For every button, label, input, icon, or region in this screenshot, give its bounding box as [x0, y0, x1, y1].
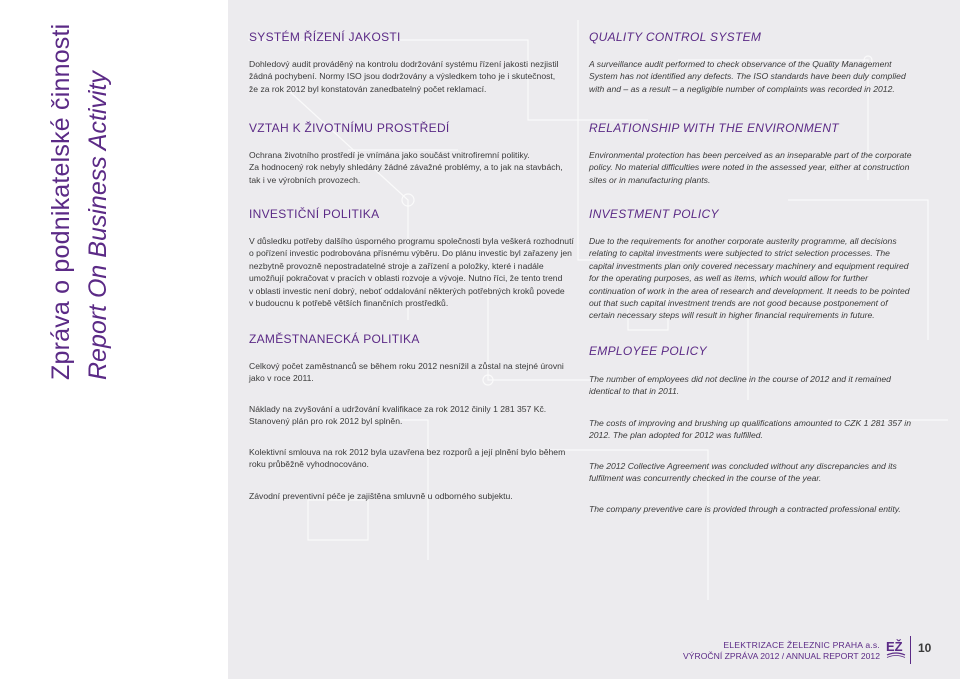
- text-line: The company preventive care is provided through a contracted professional entity.: [589, 504, 901, 514]
- para-employee-4-cz: [249, 490, 513, 502]
- heading-investment-cz: INVESTIČNÍ POLITIKA: [249, 207, 380, 221]
- text-line: fulfilment was concurrently checked in the course of the year.: [589, 473, 822, 484]
- text-line: relating to capital investments were subjected to strict selection processes. The: [589, 248, 890, 259]
- para-quality-cz: [249, 58, 559, 95]
- text-line: 2012. The plan adopted for 2012 was fulfilled.: [589, 430, 763, 441]
- para-employee-4-en: [589, 503, 901, 515]
- text-line: roku průběžně vyhodnocováno.: [249, 459, 369, 470]
- text-line: certain necessary steps will result in higher financial requirements in future.: [589, 310, 875, 321]
- text-line: Environmental protection has been perceived as an inseparable part of the corporate: [589, 150, 912, 160]
- text-line: capital investments plan only covered necessary machinery and equipment required: [589, 260, 909, 271]
- para-environment-cz: [249, 149, 563, 186]
- text-line: Celkový počet zaměstnanců se během roku 2012 nesnížil a zůstal na stejné úrovni: [249, 361, 564, 371]
- company-logo: [884, 636, 908, 660]
- text-line: for the operating purposes, as well as items, which would allow for further: [589, 273, 868, 284]
- text-line: V důsledku potřeby dalšího úsporného programu společnosti byla veškerá rozhodnutí: [249, 236, 574, 246]
- heading-environment-en: RELATIONSHIP WITH THE ENVIRONMENT: [589, 121, 839, 135]
- para-employee-3-cz: [249, 446, 565, 471]
- text-line: že za rok 2012 byl konstatován zanedbatelný počet reklamací.: [249, 83, 487, 94]
- heading-employee-cz: ZAMĚSTNANECKÁ POLITIKA: [249, 332, 420, 346]
- side-title-english: Report On Business Activity: [84, 71, 112, 380]
- text-line: umožňují pokračovat v pracích v oblasti rozvoje a vývoje. Nutno říci, že tento trend: [249, 273, 563, 284]
- para-investment-en: [589, 235, 910, 322]
- text-line: A surveillance audit performed to check observance of the Quality Management: [589, 59, 892, 69]
- para-employee-2-cz: [249, 403, 546, 428]
- logo-text: EŽ: [886, 639, 903, 654]
- heading-investment-en: INVESTMENT POLICY: [589, 207, 719, 221]
- text-line: tak i ve výrobních provozech.: [249, 174, 361, 185]
- heading-environment-cz: VZTAH K ŽIVOTNÍMU PROSTŘEDÍ: [249, 121, 450, 135]
- text-line: Due to the requirements for another corporate austerity programme, all decisions: [589, 236, 897, 246]
- text-line: The 2012 Collective Agreement was concluded without any discrepancies and its: [589, 461, 897, 471]
- side-title-czech: Zpráva o podnikatelské činnosti: [47, 23, 75, 380]
- text-line: The costs of improving and brushing up qualifications amounted to CZK 1 281 357 in: [589, 418, 911, 428]
- heading-quality-en: QUALITY CONTROL SYSTEM: [589, 30, 762, 44]
- text-line: Závodní preventivní péče je zajištěna smluvně u odborného subjektu.: [249, 491, 513, 501]
- heading-quality-cz: SYSTÉM ŘÍZENÍ JAKOSTI: [249, 30, 401, 44]
- page-number: 10: [918, 641, 932, 655]
- text-line: žádná pochybení. Normy ISO jsou dodržovány a výsledkem toho je i skutečnost,: [249, 71, 556, 82]
- text-line: Náklady na zvyšování a udržování kvalifikace za rok 2012 činily 1 281 357 Kč.: [249, 404, 547, 414]
- para-employee-1-en: [589, 373, 891, 398]
- footer-report-title: VÝROČNÍ ZPRÁVA 2012 / ANNUAL REPORT 2012: [683, 651, 880, 661]
- text-line: Dohledový audit prováděný na kontrolu dodržování systému řízení jakosti nezjistil: [249, 59, 559, 69]
- para-quality-en: [589, 58, 906, 95]
- text-line: o pořízení investic podrobována přísnému výběru. Do plánu investic byl zařazeny jen: [249, 248, 572, 259]
- para-investment-cz: [249, 235, 574, 309]
- text-line: Stanovený plán pro rok 2012 byl splněn.: [249, 416, 403, 427]
- para-employee-3-en: [589, 460, 897, 485]
- text-line: Za hodnocený rok nebyly shledány žádné závažné problémy, a to jak na stavbách,: [249, 162, 563, 173]
- text-line: Kolektivní smlouva na rok 2012 byla uzavřena bez rozporů a její plnění bylo během: [249, 447, 566, 457]
- para-environment-en: [589, 149, 911, 186]
- heading-employee-en: EMPLOYEE POLICY: [589, 344, 707, 358]
- footer-divider: [910, 636, 911, 664]
- text-line: sites or in manufacturing plants.: [589, 174, 711, 185]
- side-title-strip: [0, 0, 112, 679]
- text-line: Ochrana životního prostředí je vnímána jako součást vnitrofiremní politiky.: [249, 150, 530, 160]
- text-line: System has not identified any defects. The ISO standards have been duly complied: [589, 71, 906, 82]
- para-employee-2-en: [589, 417, 911, 442]
- text-line: out that such capital investment trends are not good because postponement of: [589, 298, 888, 309]
- text-line: with and – as a result – a negligible number of complaints was recorded in 2012.: [589, 83, 895, 94]
- text-line: jako v roce 2011.: [249, 373, 314, 384]
- text-line: continuation of work in the area of research and development. It needs to be pointed: [589, 285, 910, 296]
- text-line: policy. No material difficulties were noted in the assessed year, either at construction: [589, 162, 910, 173]
- text-line: v oblasti investic není dobrý, neboť oddalování některých potřebných kroků povede: [249, 285, 565, 296]
- text-line: identical to that in 2011.: [589, 386, 680, 397]
- text-line: The number of employees did not decline in the course of 2012 and it remained: [589, 374, 891, 384]
- para-employee-1-cz: [249, 360, 564, 385]
- text-line: nezbytně provozně nepostradatelné stroje a zařízení a položky, které i nadále: [249, 260, 544, 271]
- text-line: v budoucnu k potřebě větších finančních prostředků.: [249, 298, 449, 309]
- footer-company-name: ELEKTRIZACE ŽELEZNIC PRAHA a.s.: [723, 640, 880, 650]
